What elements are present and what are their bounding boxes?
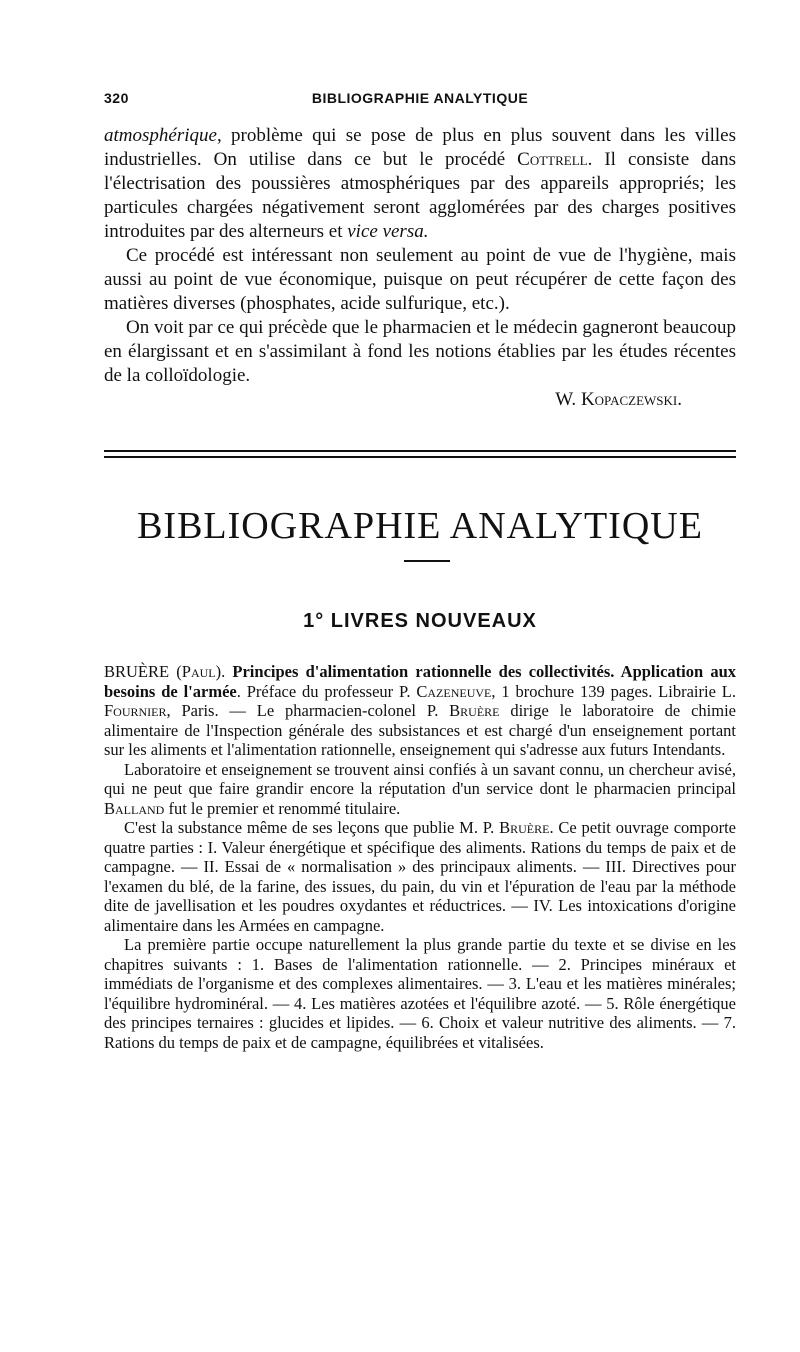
review-paragraph-1 [104,662,736,760]
name-cazeneuve: Cazeneuve [416,681,492,701]
book-review [104,662,736,1052]
double-rule-top [104,450,736,452]
signature [104,388,736,412]
review-author: BRUÈRE [104,662,170,681]
running-title: BIBLIOGRAPHIE ANALYTIQUE [311,90,529,106]
review-p2-a: Laboratoire et enseignement se trouvent ainsi confiés à un savant connu, un chercheur avisé, qui ne peut que faire grandir encore la réputation d'un service dont le pharmacien principal [104,759,736,798]
prev-paragraph-3: On voit par ce qui précède que le pharmacien et le médecin gagneront beaucoup en élargissant et en s'assimilant à fond les notions établies par les études récentes de la colloïdologie. [104,317,736,386]
review-author-open: ( [169,662,182,681]
review-p3-b: . Ce petit ouvrage comporte quatre parties : I. Valeur énergétique et spécifique des aliments. Rations du temps de paix et de campagne. — II. Essai de « normalisation » des principaux aliments. — III. Directives pour l'examen du blé, de la farine, des issues, du pain, du vin et l'épuration de l'eau par la méthode dite de javellisation et les poudres oxydantes et réductrices. — IV. Les intoxications d'origine alimentaire dans les Armées en campagne. [104,818,737,935]
review-author-close: ). [215,662,233,681]
name-balland: Balland [104,798,165,818]
name-bruere-1: Bruère [449,701,500,720]
prev-p1-text-a: , problème qui se pose de plus en plus souvent dans les villes industrielles. On utilise dans ce but le procédé [104,125,736,170]
review-p1-b: , 1 brochure 139 pages. Librairie L. [491,681,736,701]
book-title: Principes d'alimentation rationnelle des collectivités. Application aux besoins de l'armée [104,662,737,701]
section-title-rule [404,560,450,562]
running-head [104,90,736,110]
prev-paragraph-1 [104,124,736,244]
name-bruere-2: Bruère [499,818,550,837]
review-p1-d: dirige le laboratoire de chimie alimentaire de l'Inspection générale des subsistances et est chargé d'un enseignement portant sur les aliments et l'alimentation rationnelle, enseignement qui s'adresse aux futurs Intendants. [104,701,736,759]
review-p2-b: fut le premier et renommé titulaire. [164,798,401,818]
italic-vice-versa: vice versa. [347,221,429,242]
review-p3-a: C'est la substance même de ses leçons que publie M. P. [124,818,500,837]
prev-p1-text-b: . Il consiste dans l'électrisation des poussières atmosphériques par des appareils appropriés; les particules chargées négativement seront agglomérées par des charges positives introduites par des alterneurs et [104,149,736,242]
review-p1-a: . Préface du professeur P. [236,681,417,701]
italic-atmospherique: atmosphérique [104,125,217,146]
previous-article [104,124,736,412]
name-cottrell: Cottrell [517,149,588,170]
review-paragraph-4: La première partie occupe naturellement la plus grande partie du texte et se divise en les chapitres suivants : 1. Bases de l'alimentation rationnelle. — 2. Principes minéraux et immédiats de l'organisme et des complexes alimentaires. — 3. L'eau et les matières minérales; l'équilibre hydrominéral. — 4. Les matières azotées et l'équilibre azoté. — 5. Rôle énergétique des principes ternaires : glucides et lipides. — 6. Choix et valeur nutritive des aliments. — 7. Rations du temps de paix et de campagne, équilibrées et vitalisées. [104,935,736,1052]
name-fournier: Fournier [104,701,167,720]
subsection-title: 1° LIVRES NOUVEAUX [303,610,537,632]
review-paragraph-3 [104,818,736,935]
signature-initial: W. [555,389,577,410]
double-rule-bottom [104,456,736,458]
review-paragraph-2 [104,760,736,819]
page-number: 320 [104,90,129,106]
section-title: BIBLIOGRAPHIE ANALYTIQUE [137,505,703,547]
review-p1-c: , Paris. — Le pharmacien-colonel P. [166,701,450,720]
review-author-first-name: Paul [181,662,216,681]
signature-name: Kopaczewski. [580,389,682,410]
prev-paragraph-2: Ce procédé est intéressant non seulement au point de vue de l'hygiène, mais aussi au point de vue économique, puisque on peut récupérer de cette façon des matières diverses (phosphates, acide sulfurique, etc.). [104,245,736,314]
